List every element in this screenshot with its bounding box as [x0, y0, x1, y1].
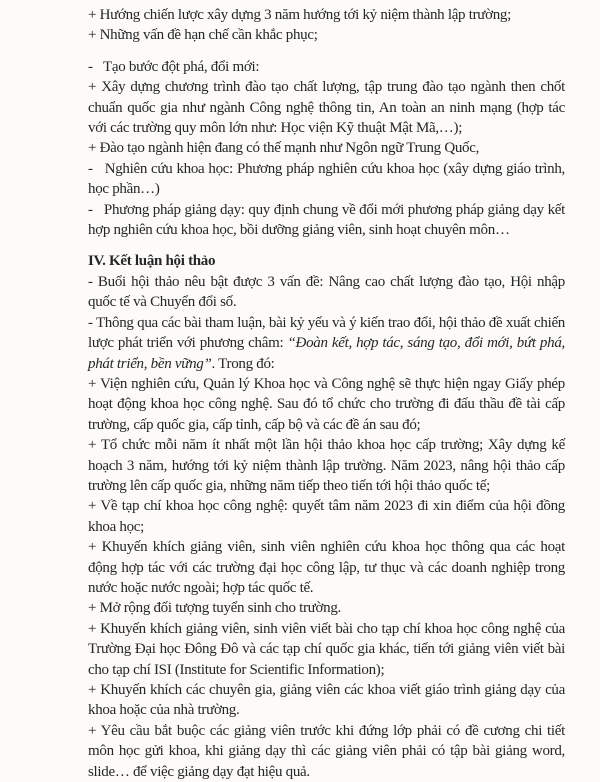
- motto-quote-text: “Đoàn kết, hợp tác, sáng tạo, đổi mới, bứt phá, phát triển, bền vững”: [88, 335, 565, 372]
- paragraph: [88, 537, 565, 598]
- paragraph: [88, 619, 565, 680]
- paragraph: [88, 374, 565, 435]
- text-segment: - Buổi hội thảo nêu bật được 3 vấn đề: Nâng cao chất lượng đào tạo, Hội nhập quốc tế và Chuyển đổi số.: [88, 273, 565, 311]
- text-segment: . Trong đó:: [211, 355, 275, 372]
- text-segment: + Mở rộng đối tượng tuyển sinh cho trường.: [88, 600, 341, 617]
- text-segment: + Khuyến khích giảng viên, sinh viên viết bài cho tạp chí khoa học công nghệ của Trường Đại học Đông Đô và các tạp chí quốc gia khác, tiến tới giảng viên viết bài cho tạp chí ISI (Institute for Scientific Information);: [88, 620, 565, 678]
- text-segment: + Đào tạo ngành hiện đang có thế mạnh như Ngôn ngữ Trung Quốc,: [88, 140, 480, 157]
- text-segment: + Viện nghiên cứu, Quản lý Khoa học và Công nghệ sẽ thực hiện ngay Giấy phép hoạt động khoa học công nghệ. Sau đó tổ chức cho trường đi đấu thầu đề tài cấp trường, cấp quốc gia, cấp tỉnh, cấp bộ và các đề án sau đó;: [88, 375, 565, 433]
- document-body: [88, 5, 565, 782]
- paragraph: [88, 496, 565, 537]
- paragraph: [88, 598, 565, 618]
- text-segment: + Khuyến khích các chuyên gia, giảng viên các khoa viết giáo trình giảng dạy của khoa hoặc của nhà trường.: [88, 682, 565, 719]
- paragraph: [88, 138, 565, 158]
- paragraph: [88, 680, 565, 721]
- paragraph: [88, 159, 565, 200]
- text-segment: - Phương pháp giảng dạy: quy định chung về đổi mới phương pháp giảng dạy kết hợp nghiên cứu khoa học, bồi dưỡng giảng viên, sinh hoạt chuyên môn…: [88, 201, 565, 239]
- text-segment: - Thông qua các bài tham luận, bài kỷ yếu và ý kiến trao đổi, hội thảo đề xuất chiến lược phát triển với phương châm:: [88, 314, 565, 352]
- text-segment: + Yêu cầu bắt buộc các giảng viên trước khi đứng lớp phải có đề cương chi tiết môn học gửi khoa, khi giảng dạy thì các giảng viên phải có tập bài giảng word, slide… để việc giảng dạy đạt hiệu quả.: [88, 722, 565, 780]
- paragraph: [88, 313, 565, 374]
- text-segment: + Xây dựng chương trình đào tạo chất lượng, tập trung đào tạo ngành then chốt chuẩn quốc gia như ngành Công nghệ thông tin, An toàn an ninh mạng (hợp tác với các trường quy môn lớn như: Học viện Kỹ thuật Mật Mã,…);: [88, 79, 565, 137]
- paragraph: [88, 200, 565, 241]
- text-segment: IV. Kết luận hội thảo: [88, 253, 216, 270]
- text-segment: + Tổ chức mỗi năm ít nhất một lần hội thảo khoa học cấp trường; Xây dựng kế hoạch 3 năm, hướng tới kỷ niệm thành lập trường. Năm 2023, nâng hội thảo cấp trường lên cấp quốc gia, những năm tiếp theo tiến tới hội thảo quốc tế;: [88, 437, 565, 494]
- paragraph: [88, 721, 565, 782]
- text-segment: - Tạo bước đột phá, đổi mới:: [88, 58, 260, 75]
- paragraph: [88, 25, 565, 45]
- text-segment: - Nghiên cứu khoa học: Phương pháp nghiên cứu khoa học (xây dựng giáo trình, học phần…): [88, 160, 565, 198]
- section-heading: [88, 251, 565, 271]
- text-segment: + Hướng chiến lược xây dựng 3 năm hướng tới kỷ niệm thành lập trường;: [88, 7, 512, 23]
- text-segment: + Những vấn đề hạn chế cần khắc phục;: [88, 27, 318, 44]
- paragraph: [88, 5, 565, 25]
- text-segment: + Khuyến khích giảng viên, sinh viên nghiên cứu khoa học thông qua các hoạt động hợp tác với các trường đại học công lập, tư thục và các doanh nghiệp trong nước hoặc nước ngoài; hợp tác quốc tế.: [88, 539, 565, 596]
- paragraph: [88, 435, 565, 496]
- paragraph: [88, 77, 565, 138]
- paragraph: [88, 57, 565, 77]
- paragraph: [88, 272, 565, 313]
- text-segment: + Về tạp chí khoa học công nghệ: quyết tâm năm 2023 đi xin điểm của hội đồng khoa học;: [88, 498, 565, 535]
